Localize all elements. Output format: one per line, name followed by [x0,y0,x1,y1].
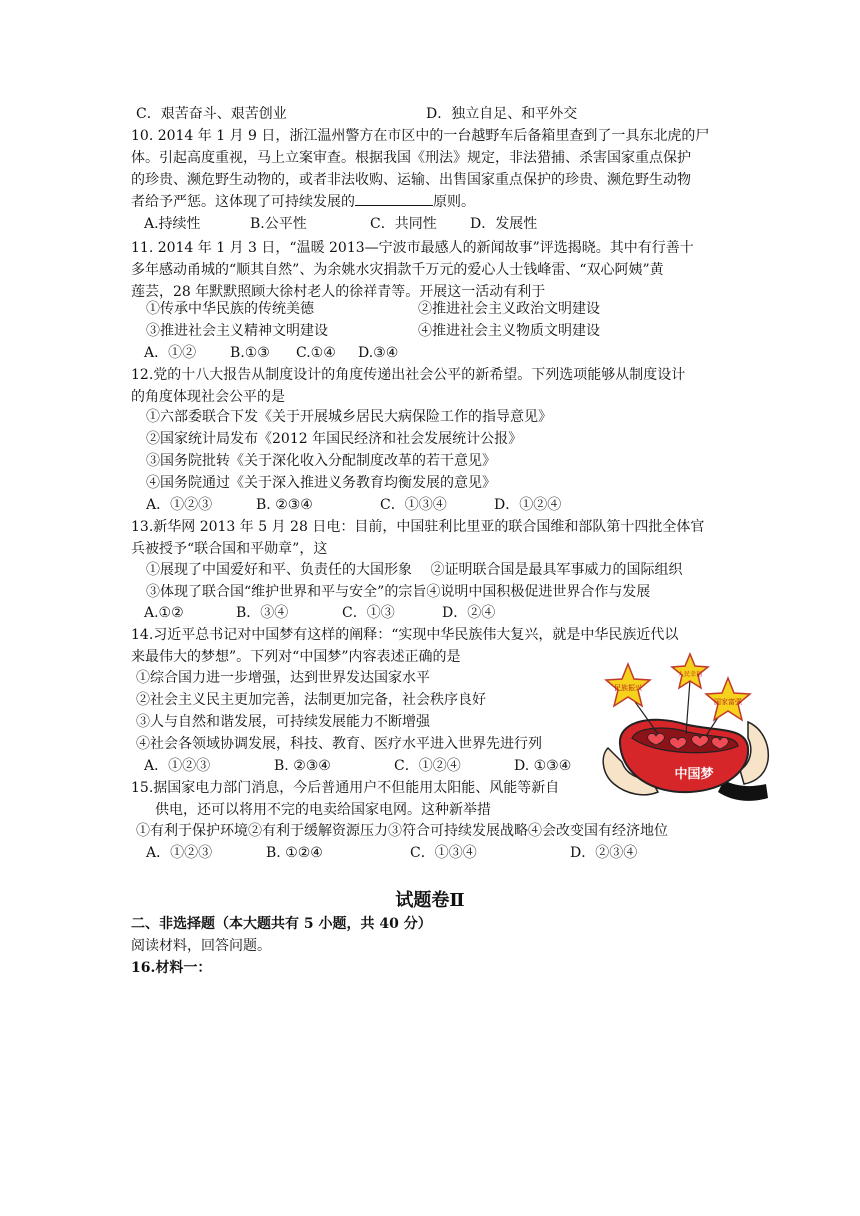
q16-material-heading: 16.材料一： [131,960,212,976]
q9-option-d: D．独立自足、和平外交 [426,106,578,122]
q12-line-1: 12.党的十八大报告从制度设计的角度传递出社会公平的新希望。下列选项能够从制度设计 [131,367,686,383]
section-heading: 二、非选择题（本大题共有 5 小题，共 40 分） [131,916,432,932]
q13-statements-3-4: ③体现了联合国“维护世界和平与安全”的宗旨④说明中国积极促进世界合作与发展 [146,584,651,600]
q10-line-4-end: 原则。 [433,194,475,210]
q13-option-a: A.①② [144,605,184,621]
q10-option-b: B.公平性 [250,216,307,232]
q10-line-4 [131,191,475,213]
q15-option-c: C．①③④ [410,845,477,861]
q12-statement-2: ②国家统计局发布《2012 年国民经济和社会发展统计公报》 [146,431,523,447]
q14-line-2: 来最伟大的梦想”。下列对“中国梦”内容表述正确的是 [131,649,461,665]
answer-blank [355,191,433,206]
q10-option-c: C．共同性 [370,216,437,232]
q11-statement-4: ④推进社会主义物质文明建设 [418,323,600,339]
q14-statement-2: ②社会主义民主更加完善，法制更加完备，社会秩序良好 [136,692,486,708]
china-dream-cartoon [598,652,774,808]
q15-statements: ①有利于保护环境②有利于缓解资源压力③符合可持续发展战略④会改变国有经济地位 [136,823,668,839]
q15-option-d: D．②③④ [570,845,638,861]
q12-option-a: A．①②③ [146,497,213,513]
q15-option-a: A．①②③ [146,845,213,861]
q10-line-4-text: 者给予严惩。这体现了可持续发展的 [131,194,355,210]
q11-statement-1: ①传承中华民族的传统美德 [146,301,314,317]
star-label-1: 民族振兴 [614,684,642,692]
q13-option-b: B．③④ [236,605,289,621]
part-two-title: 试题卷Ⅱ [395,890,465,911]
q14-option-b: B. ②③④ [274,758,331,774]
instruction-text: 阅读材料，回答问题。 [131,938,271,954]
q12-statement-4: ④国务院通过《关于深入推进义务教育均衡发展的意见》 [146,475,496,491]
q12-statement-1: ①六部委联合下发《关于开展城乡居民大病保险工作的指导意见》 [146,409,552,425]
q11-line-3: 莲芸，28 年默默照顾大徐村老人的徐祥青等。开展这一活动有利于 [131,284,546,300]
q14-option-c: C．①②④ [394,758,461,774]
q15-option-b: B. ①②④ [266,845,323,861]
q13-option-c: C．①③ [342,605,395,621]
q14-statement-3: ③人与自然和谐发展，可持续发展能力不断增强 [136,714,430,730]
q14-option-a: A．①②③ [144,758,211,774]
q15-line-2: 供电，还可以将用不完的电卖给国家电网。这种新举措 [155,802,491,818]
q11-statement-2: ②推进社会主义政治文明建设 [418,301,600,317]
q14-statement-1: ①综合国力进一步增强，达到世界发达国家水平 [136,670,430,686]
q12-option-b: B. ②③④ [256,497,313,513]
q9-option-c: C．艰苦奋斗、艰苦创业 [136,106,287,122]
q11-option-c: C.①④ [296,345,336,361]
q10-line-3: 的珍贵、濒危野生动物的，或者非法收购、运输、出售国家重点保护的珍贵、濒危野生动物 [131,172,691,188]
q10-option-d: D．发展性 [470,216,538,232]
q14-line-1: 14.习近平总书记对中国梦有这样的阐释：“实现中华民族伟大复兴，就是中华民族近代以 [131,627,679,643]
q10-option-a: A.持续性 [144,216,201,232]
q13-option-d: D．②④ [442,605,496,621]
q13-statements-1-2: ①展现了中国爱好和平、负责任的大国形象 ②证明联合国是最具军事威力的国际组织 [146,562,683,578]
q12-line-2: 的角度体现社会公平的是 [131,389,285,405]
q12-statement-3: ③国务院批转《关于深化收入分配制度改革的若干意见》 [146,453,496,469]
star-label-3: 国家富强 [714,698,742,706]
q11-option-a: A．①② [144,345,197,361]
q10-line-1: 10. 2014 年 1 月 9 日，浙江温州警方在市区中的一台越野车后备箱里查到了一具东北虎的尸 [131,128,710,144]
q11-line-2: 多年感动甬城的“顺其自然”、为余姚水灾捐款千万元的爱心人士钱峰雷、“双心阿姨”黄 [131,262,664,278]
q11-statement-3: ③推进社会主义精神文明建设 [146,323,328,339]
q15-line-1: 15.据国家电力部门消息，今后普通用户不但能用太阳能、风能等新自 [131,780,560,796]
q13-line-2: 兵被授予“联合国和平勋章”，这 [131,541,328,557]
q14-option-d: D. ①③④ [514,758,572,774]
box-label: 中国梦 [674,767,714,782]
q11-option-d: D.③④ [358,345,399,361]
heart-box-illustration [598,652,774,808]
q12-option-c: C．①③④ [380,497,447,513]
q11-line-1: 11. 2014 年 1 月 3 日，“温暖 2013—宁波市最感人的新闻故事”评选揭晓。其中有行善十 [131,240,694,256]
q12-option-d: D．①②④ [494,497,562,513]
q13-line-1: 13.新华网 2013 年 5 月 28 日电：目前，中国驻利比里亚的联合国维和部队第十四批全体官 [131,519,705,535]
star-label-2: 人民幸福 [677,671,703,678]
q11-option-b: B.①③ [230,345,270,361]
q14-statement-4: ④社会各领域协调发展，科技、教育、医疗水平进入世界先进行列 [136,736,542,752]
q10-line-2: 体。引起高度重视，马上立案审查。根据我国《刑法》规定，非法猎捕、杀害国家重点保护 [131,150,691,166]
